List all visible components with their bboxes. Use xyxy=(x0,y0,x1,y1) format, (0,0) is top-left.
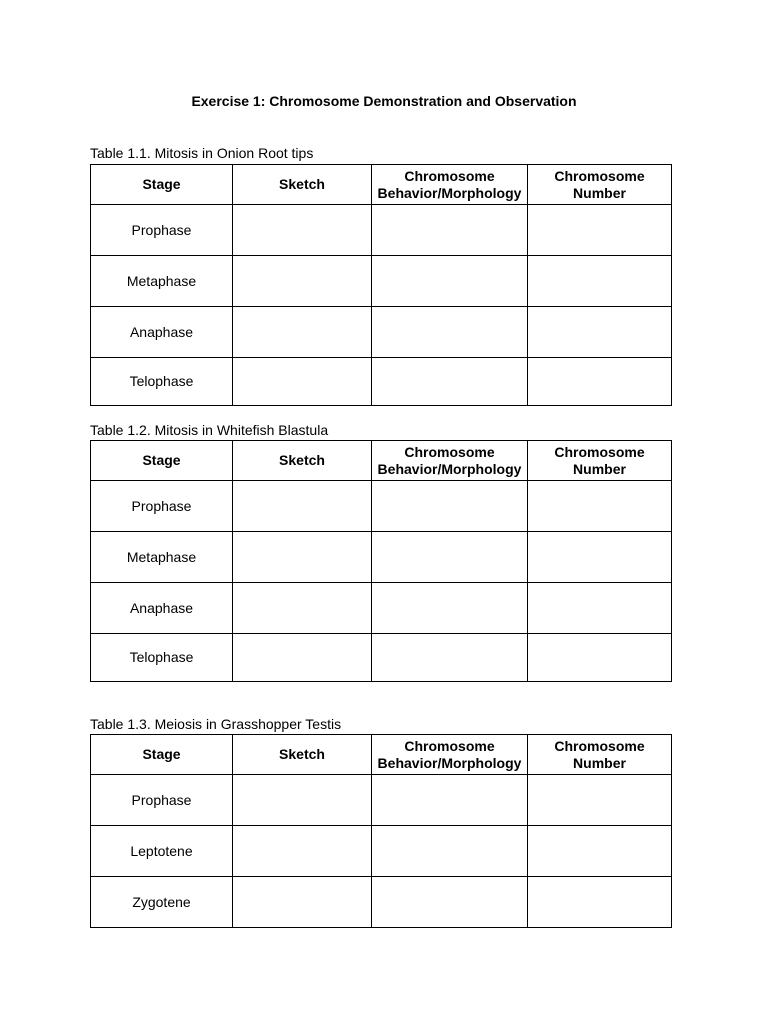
behavior-cell[interactable] xyxy=(372,532,528,583)
table-row xyxy=(91,307,672,358)
header-number-line1: Chromosome xyxy=(554,167,645,184)
table-row xyxy=(91,205,672,256)
stage-cell: Zygotene xyxy=(91,877,233,928)
stage-cell: Telophase xyxy=(91,634,233,682)
sketch-cell[interactable] xyxy=(233,583,372,634)
header-behavior xyxy=(372,441,528,481)
table-header-row xyxy=(91,735,672,775)
sketch-cell[interactable] xyxy=(233,877,372,928)
number-cell[interactable] xyxy=(528,358,672,406)
number-cell[interactable] xyxy=(528,481,672,532)
page-title: Exercise 1: Chromosome Demonstration and Observation xyxy=(191,93,577,109)
header-number-line2: Number xyxy=(573,184,626,201)
behavior-cell[interactable] xyxy=(372,775,528,826)
behavior-cell[interactable] xyxy=(372,358,528,406)
header-sketch: Sketch xyxy=(233,441,372,481)
header-sketch: Sketch xyxy=(233,735,372,775)
table-caption: Table 1.2. Mitosis in Whitefish Blastula xyxy=(90,422,329,438)
behavior-cell[interactable] xyxy=(372,205,528,256)
sketch-cell[interactable] xyxy=(233,532,372,583)
table-row xyxy=(91,634,672,682)
table-header-row xyxy=(91,441,672,481)
header-stage: Stage xyxy=(91,735,233,775)
number-cell[interactable] xyxy=(528,775,672,826)
table-meiosis-grasshopper xyxy=(90,734,672,928)
sketch-cell[interactable] xyxy=(233,358,372,406)
behavior-cell[interactable] xyxy=(372,256,528,307)
behavior-cell[interactable] xyxy=(372,307,528,358)
behavior-cell[interactable] xyxy=(372,583,528,634)
header-behavior-line2: Behavior/Morphology xyxy=(377,460,522,477)
header-behavior-line1: Chromosome xyxy=(404,737,495,754)
table-caption: Table 1.1. Mitosis in Onion Root tips xyxy=(90,145,314,161)
table-caption: Table 1.3. Meiosis in Grasshopper Testis xyxy=(90,716,342,732)
behavior-cell[interactable] xyxy=(372,826,528,877)
header-number xyxy=(528,735,672,775)
table-header-row xyxy=(91,165,672,205)
header-number xyxy=(528,441,672,481)
header-behavior-line2: Behavior/Morphology xyxy=(377,184,522,201)
header-behavior-line1: Chromosome xyxy=(404,443,495,460)
table-row xyxy=(91,775,672,826)
header-sketch: Sketch xyxy=(233,165,372,205)
header-stage: Stage xyxy=(91,165,233,205)
behavior-cell[interactable] xyxy=(372,481,528,532)
header-number-line1: Chromosome xyxy=(554,443,645,460)
table-row xyxy=(91,826,672,877)
header-behavior xyxy=(372,165,528,205)
stage-cell: Anaphase xyxy=(91,307,233,358)
stage-cell: Prophase xyxy=(91,775,233,826)
sketch-cell[interactable] xyxy=(233,826,372,877)
table-row xyxy=(91,532,672,583)
header-behavior xyxy=(372,735,528,775)
number-cell[interactable] xyxy=(528,307,672,358)
stage-cell: Telophase xyxy=(91,358,233,406)
number-cell[interactable] xyxy=(528,532,672,583)
stage-cell: Metaphase xyxy=(91,532,233,583)
header-number-line2: Number xyxy=(573,754,626,771)
table-row xyxy=(91,256,672,307)
header-stage: Stage xyxy=(91,441,233,481)
sketch-cell[interactable] xyxy=(233,775,372,826)
header-behavior-line2: Behavior/Morphology xyxy=(377,754,522,771)
header-number-line1: Chromosome xyxy=(554,737,645,754)
header-behavior-line1: Chromosome xyxy=(404,167,495,184)
sketch-cell[interactable] xyxy=(233,205,372,256)
sketch-cell[interactable] xyxy=(233,307,372,358)
sketch-cell[interactable] xyxy=(233,481,372,532)
number-cell[interactable] xyxy=(528,877,672,928)
number-cell[interactable] xyxy=(528,583,672,634)
table-row xyxy=(91,358,672,406)
stage-cell: Metaphase xyxy=(91,256,233,307)
number-cell[interactable] xyxy=(528,826,672,877)
header-number-line2: Number xyxy=(573,460,626,477)
number-cell[interactable] xyxy=(528,256,672,307)
stage-cell: Prophase xyxy=(91,205,233,256)
behavior-cell[interactable] xyxy=(372,634,528,682)
table-mitosis-whitefish xyxy=(90,440,672,682)
table-mitosis-onion xyxy=(90,164,672,406)
number-cell[interactable] xyxy=(528,205,672,256)
behavior-cell[interactable] xyxy=(372,877,528,928)
sketch-cell[interactable] xyxy=(233,634,372,682)
number-cell[interactable] xyxy=(528,634,672,682)
stage-cell: Anaphase xyxy=(91,583,233,634)
stage-cell: Leptotene xyxy=(91,826,233,877)
stage-cell: Prophase xyxy=(91,481,233,532)
header-number xyxy=(528,165,672,205)
table-row xyxy=(91,481,672,532)
table-row xyxy=(91,877,672,928)
sketch-cell[interactable] xyxy=(233,256,372,307)
table-row xyxy=(91,583,672,634)
